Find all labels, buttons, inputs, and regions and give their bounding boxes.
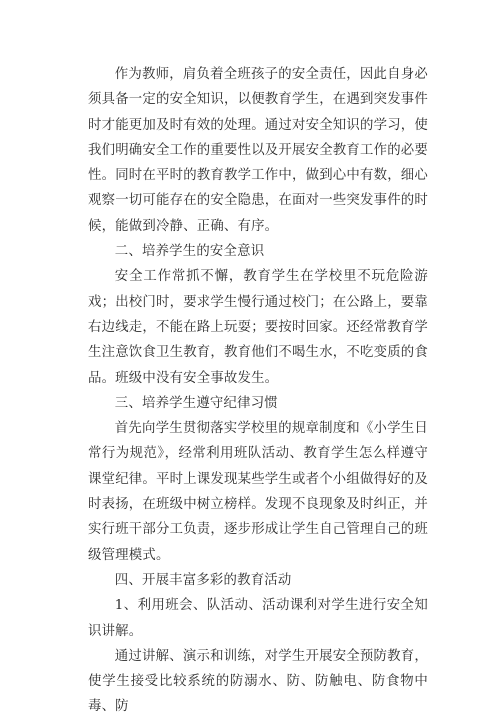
paragraph-safety-knowledge: 作为教师，肩负着全班孩子的安全责任，因此自身必须具备一定的安全知识，以便教育学生，在遇到突发事件时才能更加及时有效的处理。通过对安全知识的学习，使我们明确安全工作的重要性以及开展安全教育工作的必要性。同时在平时的教育教学工作中，做到心中有数，细心观察一切可能存在的安全隐患，在面对一些突发事件的时候，能做到冷静、正确、有序。 [88,67,428,234]
document-body [88,62,428,720]
section-heading-activities: 四、开展丰富多彩的教育活动 [114,572,292,588]
paragraph-discipline: 首先向学生贯彻落实学校里的规章制度和《小学生日常行为规范》，经常利用班队活动、教育学生怎么样遵守课堂纪律。平时上课发现某些学生或者个小组做得好的及时表扬，在班级中树立榜样。发现不良现象及时纠正，并实行班干部分工负责，逐步形成让学生自己管理自己的班级管理模式。 [88,421,428,563]
paragraph-safety-awareness: 安全工作常抓不懈，教育学生在学校里不玩危险游戏；出校门时，要求学生慢行通过校门；在公路上，要靠右边线走，不能在路上玩耍；要按时回家。还经常教育学生注意饮食卫生教育，教育他们不喝生水，不吃变质的食品。班级中没有安全事故发生。 [88,269,428,386]
paragraph-prevention-training: 通过讲解、演示和训练，对学生开展安全预防教育，使学生接受比较系统的防溺水、防、防触电、防食物中毒、防 [88,648,428,715]
section-heading-safety-awareness: 二、培养学生的安全意识 [114,244,265,260]
list-item-class-meetings: 1、利用班会、队活动、活动课利对学生进行安全知识讲解。 [88,598,428,639]
section-heading-discipline: 三、培养学生遵守纪律习惯 [114,395,278,411]
